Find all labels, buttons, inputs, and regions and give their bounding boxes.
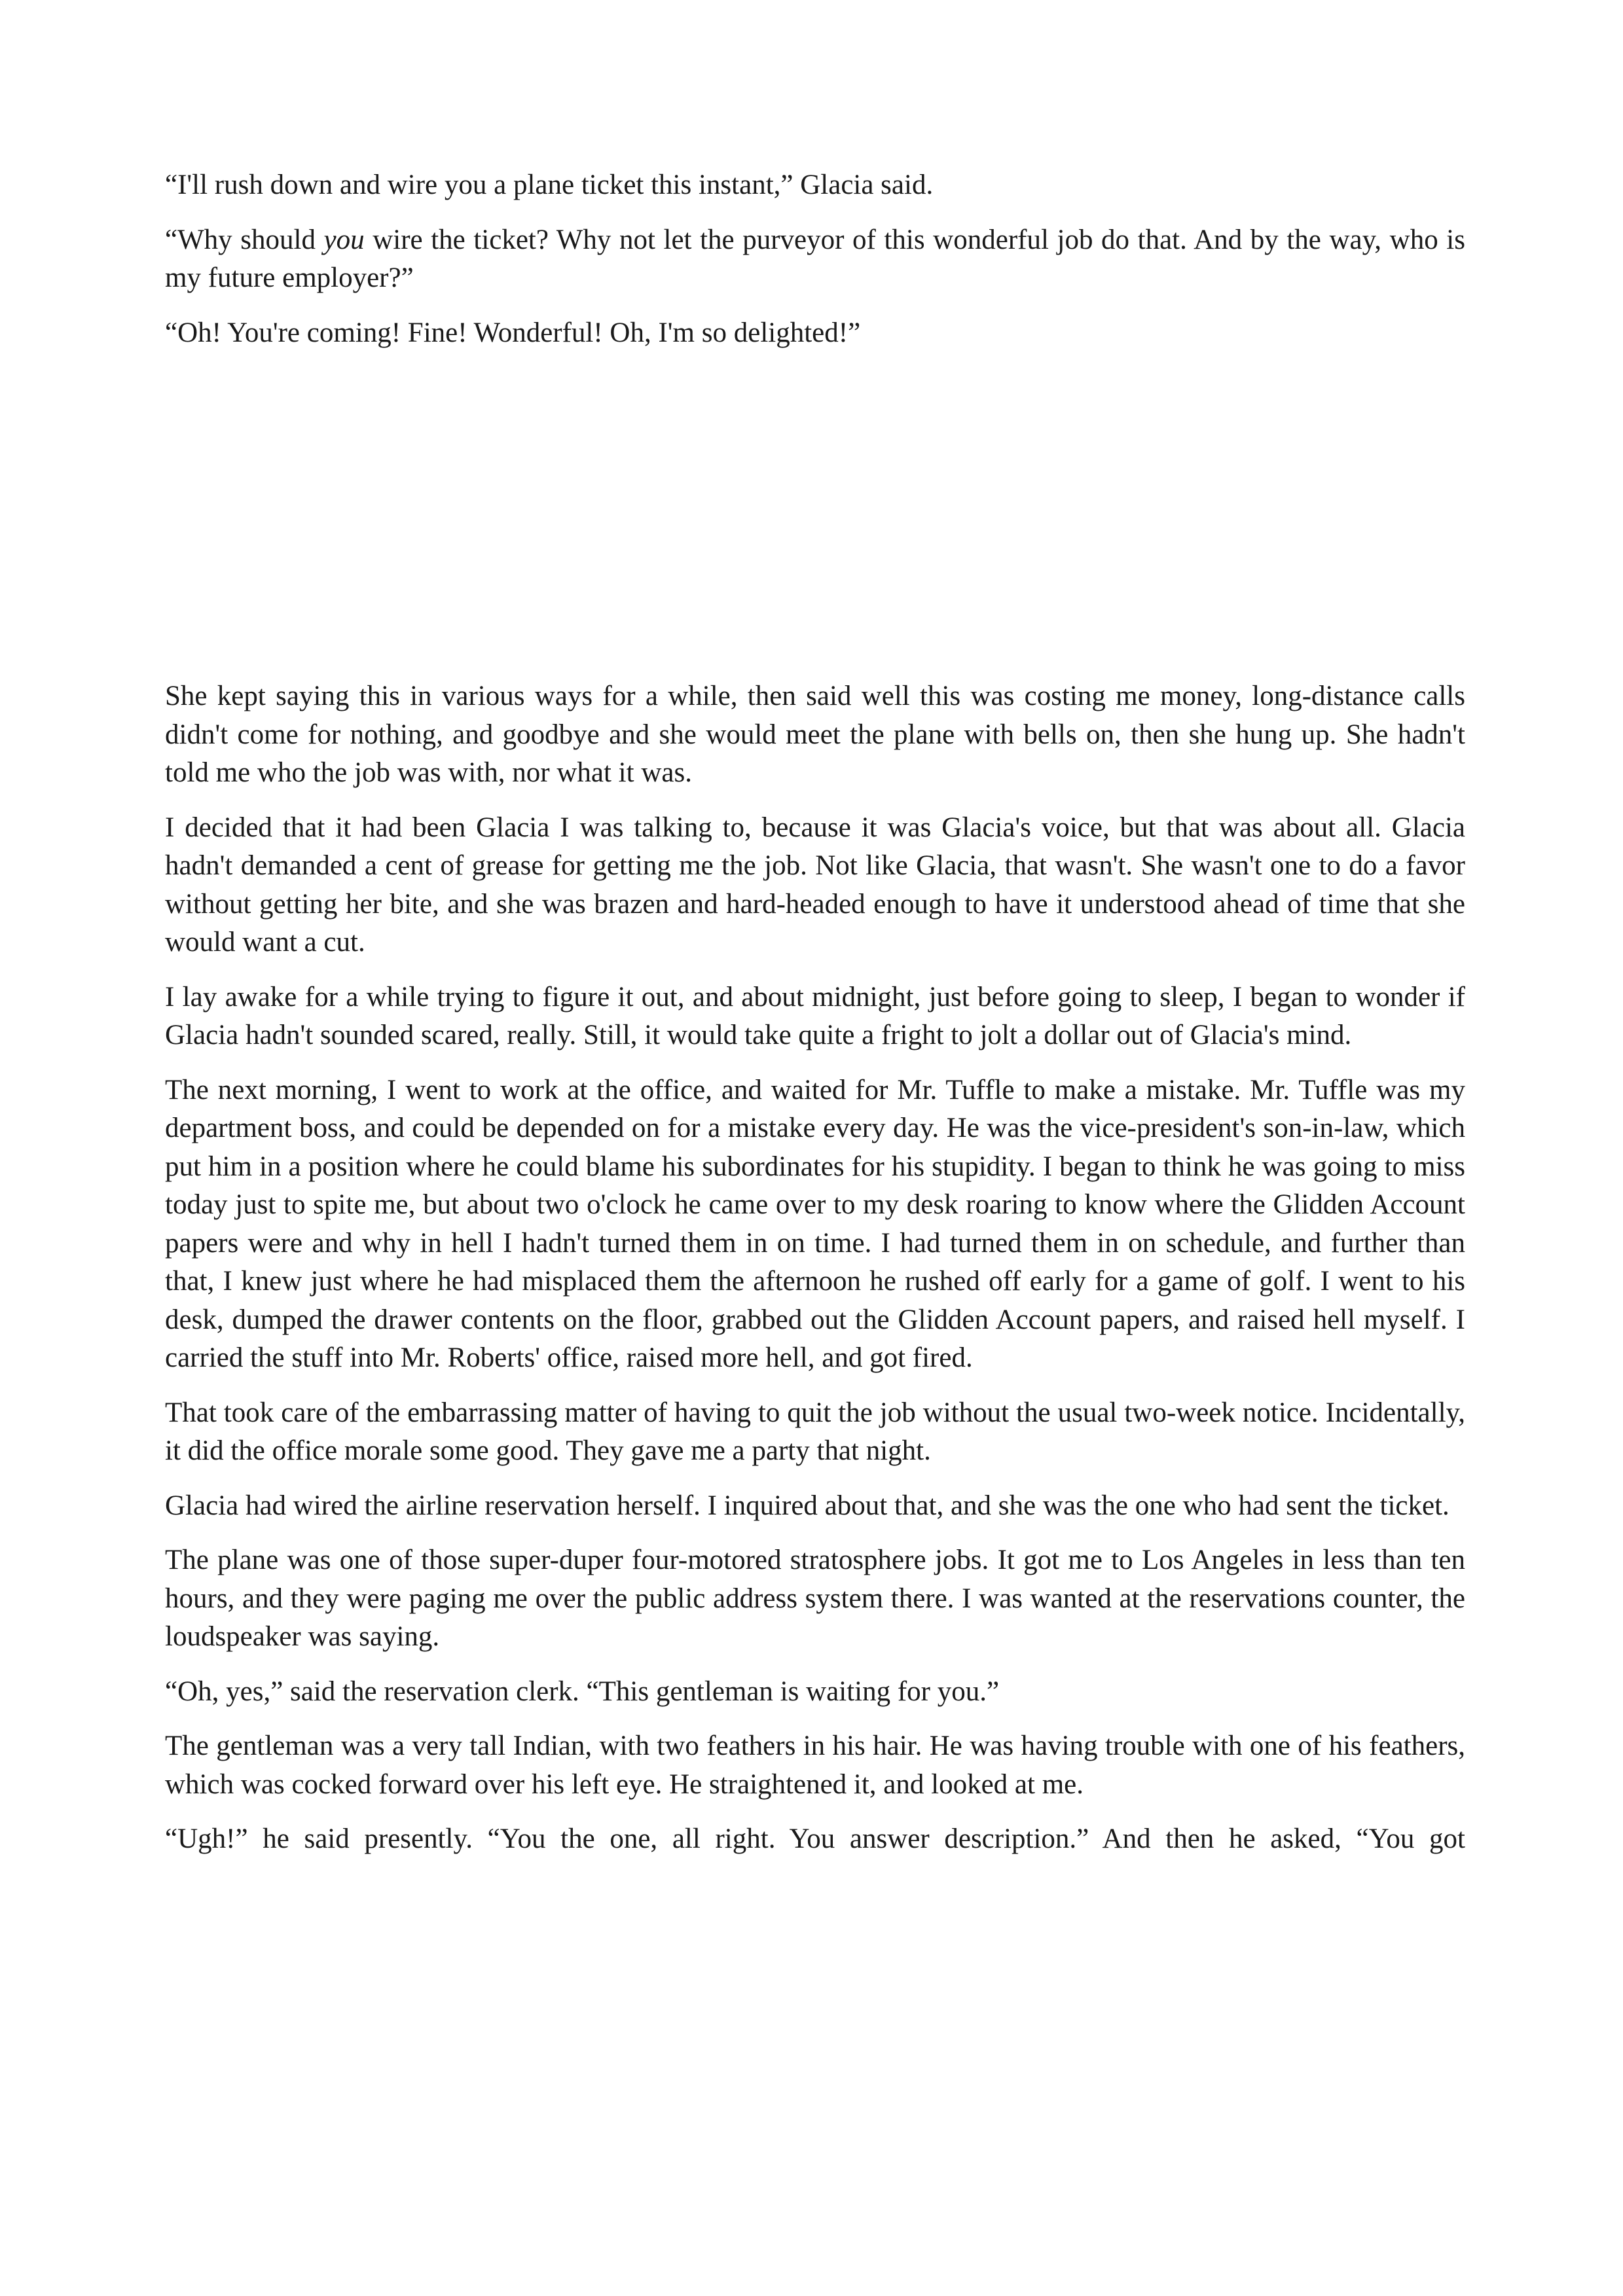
emphasis-text: you [323,224,365,255]
paragraph: The gentleman was a very tall Indian, with two feathers in his hair. He was having trouble with one of his feathers, which was cocked forward over his left eye. He straightened it, and looked at me. [165,1731,1465,1800]
paragraph-text: “Why should [165,224,324,255]
paragraph: “Oh! You're coming! Fine! Wonderful! Oh, I'm so delighted!” [165,317,861,348]
paragraph: She kept saying this in various ways for a while, then said well this was costing me money, long-distance calls didn't come for nothing, and goodbye and she would meet the plane with bells on, then she hung up. She hadn't told me who the job was with, nor what it was. [165,681,1465,788]
paragraph: “Oh, yes,” said the reservation clerk. “This gentleman is waiting for you.” [165,1676,1000,1707]
paragraph: Glacia had wired the airline reservation herself. I inquired about that, and she was the one who had sent the ticket. [165,1490,1450,1521]
paragraph [165,221,1465,298]
paragraph: “Ugh!” he said presently. “You the one, all right. You answer description.” And then he asked, “You got [165,1823,1465,1854]
text-block-top [165,166,1465,352]
paragraph: That took care of the embarrassing matter of having to quit the job without the usual two-week notice. Incidentally, it did the office morale some good. They gave me a party that night. [165,1397,1465,1466]
paragraph: The next morning, I went to work at the office, and waited for Mr. Tuffle to make a mistake. Mr. Tuffle was my department boss, and could be depended on for a mistake every day. He was the vice-president's son-in-law, which put him in a position where he could blame his subordinates for his stupidity. I began to think he was going to miss today just to spite me, but about two o'clock he came over to my desk roaring to know where the Glidden Account papers were and why in hell I hadn't turned them in on time. I had turned them in on schedule, and further than that, I knew just where he had misplaced them the afternoon he rushed off early for a game of golf. I went to his desk, dumped the drawer contents on the floor, grabbed out the Glidden Account papers, and raised hell myself. I carried the stuff into Mr. Roberts' office, raised more hell, and got fired. [165,1074,1465,1373]
paragraph: “I'll rush down and wire you a plane ticket this instant,” Glacia said. [165,170,934,200]
text-block-main [165,677,1465,1859]
paragraph-text: wire the ticket? Why not let the purveyor of this wonderful job do that. And by the way, who is my future employer?” [165,224,1465,293]
paragraph: The plane was one of those super-duper four-motored stratosphere jobs. It got me to Los Angeles in less than ten hours, and they were paging me over the public address system there. I was wanted at the reservations counter, the loudspeaker was saying. [165,1545,1465,1652]
paragraph: I decided that it had been Glacia I was talking to, because it was Glacia's voice, but that was about all. Glacia hadn't demanded a cent of grease for getting me the job. Not like Glacia, that wasn't. She wasn't one to do a favor without getting her bite, and she was brazen and hard-headed enough to have it understood ahead of time that she would want a cut. [165,812,1465,958]
paragraph: I lay awake for a while trying to figure it out, and about midnight, just before going to sleep, I began to wonder if Glacia hadn't sounded scared, really. Still, it would take quite a fright to jolt a dollar out of Glacia's mind. [165,981,1465,1050]
